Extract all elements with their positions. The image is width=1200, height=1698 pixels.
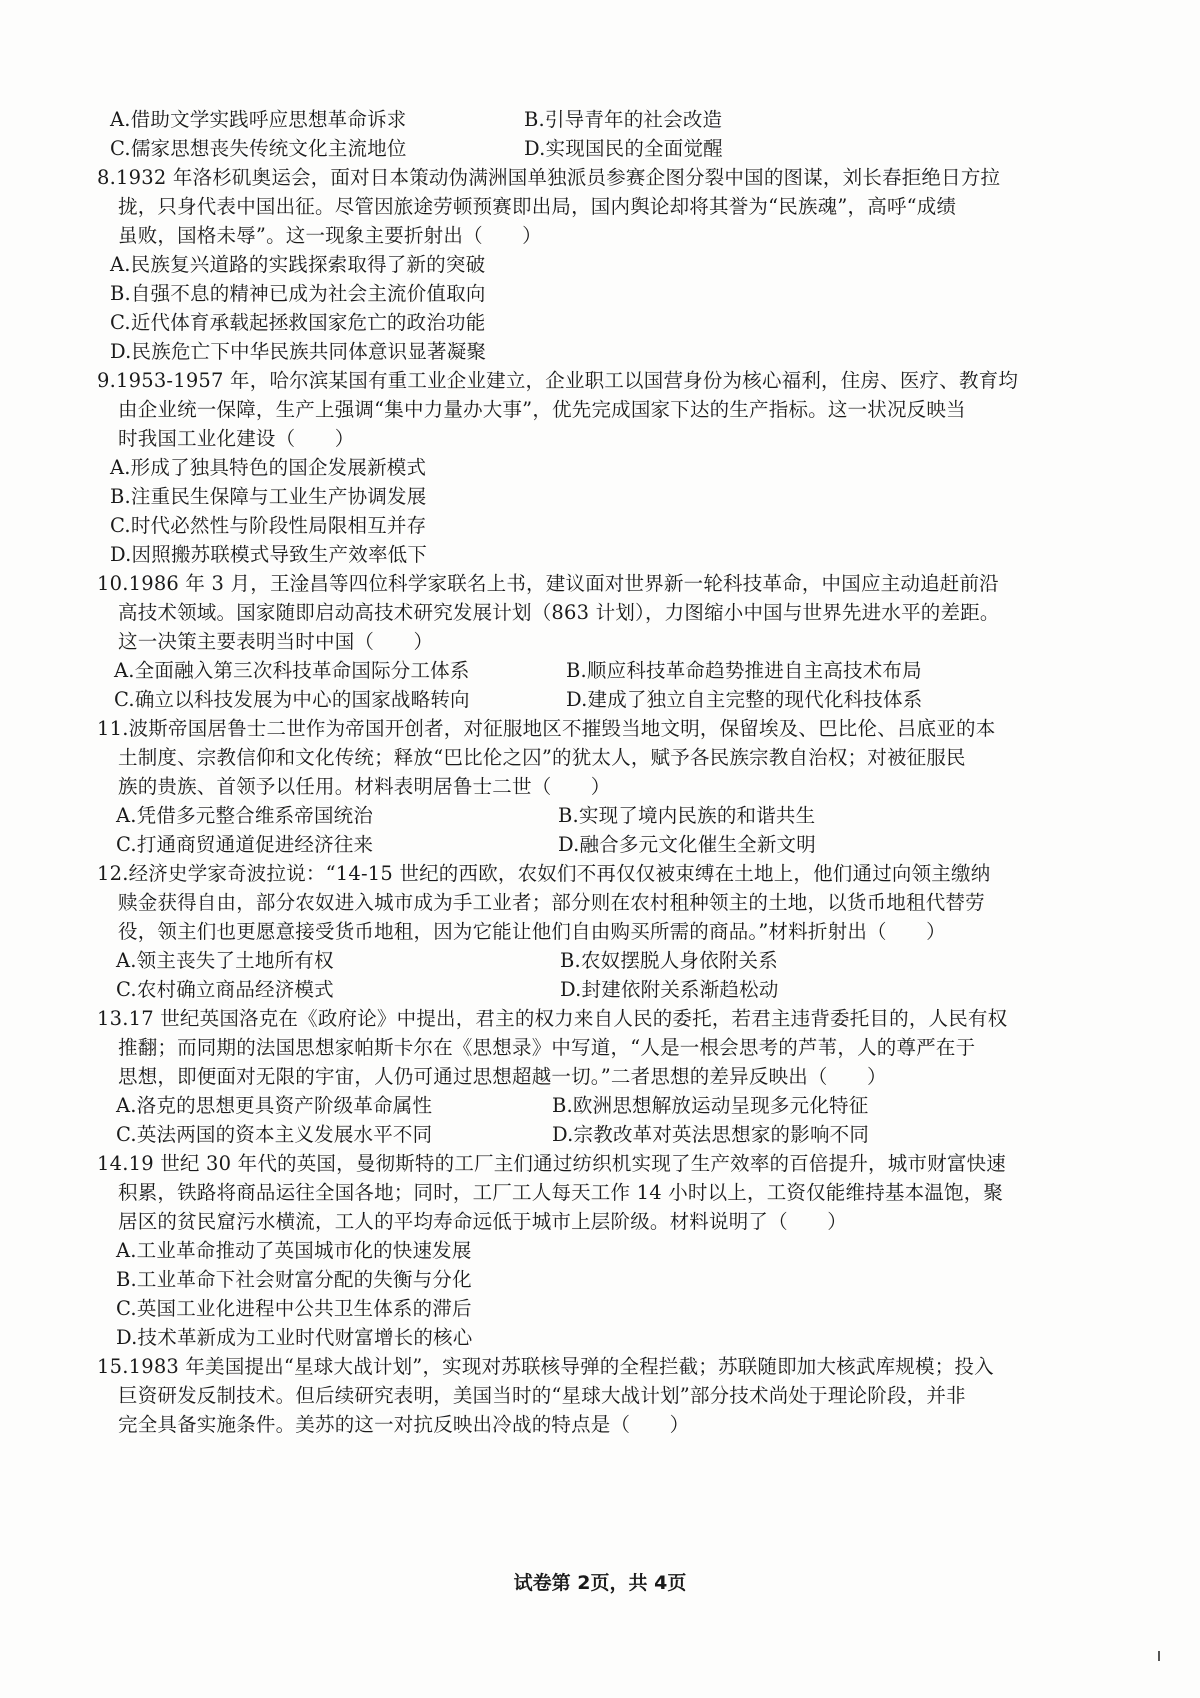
q12-options-row-1 [0,947,1200,975]
q13-option-c: C.英法两国的资本主义发展水平不同 [116,1123,433,1146]
q13-options-row-1 [0,1092,1200,1120]
q7-option-d: D.实现国民的全面觉醒 [524,137,723,160]
q9-option-c: C.时代必然性与阶段性局限相互并存 [110,514,427,537]
q12-option-a: A.领主丧失了土地所有权 [116,949,334,972]
q11-options-row-1 [0,802,1200,830]
q7-option-b: B.引导青年的社会改造 [524,108,723,131]
q8-stem-line: 虽败，国格未辱”。这一现象主要折射出（ ） [118,224,542,247]
q12-stem-line: 12.经济史学家奇波拉说：“14-15 世纪的西欧，农奴们不再仅仅被束缚在土地上，他们通过向领主缴纳 [97,862,991,885]
q11-stem-line: 族的贵族、首领予以任用。材料表明居鲁士二世（ ） [118,775,611,798]
q10-options-row-2 [0,686,1200,714]
q9-stem-line: 9.1953-1957 年，哈尔滨某国有重工业企业建立，企业职工以国营身份为核心福利，住房、医疗、教育均 [97,369,1019,392]
q15-stem-line: 巨资研发反制技术。但后续研究表明，美国当时的“星球大战计划”部分技术尚处于理论阶段，并非 [118,1384,966,1407]
q14-stem-line: 积累，铁路将商品运往全国各地；同时，工厂工人每天工作 14 小时以上，工资仅能维持基本温饱，聚 [118,1181,1004,1204]
q13-options-row-2 [0,1121,1200,1149]
q11-stem-line: 土制度、宗教信仰和文化传统；释放“巴比伦之囚”的犹太人，赋予各民族宗教自治权；对被征服民 [118,746,966,769]
q7-options-row-2 [0,135,1200,163]
q13-stem-line: 13.17 世纪英国洛克在《政府论》中提出，君主的权力来自人民的委托，若君主违背委托目的，人民有权 [97,1007,1008,1030]
q13-stem-line: 推翻；而同期的法国思想家帕斯卡尔在《思想录》中写道，“人是一根会思考的芦苇，人的尊严在于 [118,1036,976,1059]
q11-option-d: D.融合多元文化催生全新文明 [558,833,816,856]
q10-option-a: A.全面融入第三次科技革命国际分工体系 [114,659,470,682]
q7-options-row-1 [0,106,1200,134]
q11-option-a: A.凭借多元整合维系帝国统治 [116,804,374,827]
q14-option-b: B.工业革命下社会财富分配的失衡与分化 [116,1268,472,1291]
q14-option-a: A.工业革命推动了英国城市化的快速发展 [116,1239,472,1262]
q12-stem-line: 赎金获得自由，部分农奴进入城市成为手工业者；部分则在农村租种领主的土地，以货币地租代替劳 [118,891,985,914]
page-footer: 试卷第 2页，共 4页 [513,1572,687,1594]
q8-option-b: B.自强不息的精神已成为社会主流价值取向 [110,282,486,305]
q10-option-c: C.确立以科技发展为中心的国家战略转向 [114,688,470,711]
q8-stem-line: 8.1932 年洛杉矶奥运会，面对日本策动伪满洲国单独派员参赛企图分裂中国的图谋，刘长春拒绝日方拉 [97,166,1001,189]
q11-option-c: C.打通商贸通道促进经济往来 [116,833,374,856]
q14-option-c: C.英国工业化进程中公共卫生体系的滞后 [116,1297,472,1320]
q10-options-row-1 [0,657,1200,685]
q10-stem-line: 这一决策主要表明当时中国（ ） [118,630,434,653]
q9-option-b: B.注重民生保障与工业生产协调发展 [110,485,427,508]
q12-stem-line: 役，领主们也更愿意接受货币地租，因为它能让他们自由购买所需的商品。”材料折射出（ ） [118,920,946,943]
q8-option-d: D.民族危亡下中华民族共同体意识显著凝聚 [110,340,487,363]
q10-stem-line: 高技术领域。国家随即启动高技术研究发展计划（863 计划），力图缩小中国与世界先进水平的差距。 [118,601,1000,624]
q11-options-row-2 [0,831,1200,859]
q10-option-b: B.顺应科技革命趋势推进自主高技术布局 [566,659,922,682]
q9-stem-line: 由企业统一保障，生产上强调“集中力量办大事”，优先完成国家下达的生产指标。这一状况反映当 [118,398,966,421]
scan-speck [1158,1651,1160,1661]
q8-option-c: C.近代体育承载起拯救国家危亡的政治功能 [110,311,486,334]
q9-option-a: A.形成了独具特色的国企发展新模式 [110,456,427,479]
q7-option-c: C.儒家思想丧失传统文化主流地位 [110,137,407,160]
q7-option-a: A.借助文学实践呼应思想革命诉求 [110,108,407,131]
q8-stem-line: 拢，只身代表中国出征。尽管因旅途劳顿预赛即出局，国内舆论却将其誉为“民族魂”，高呼“成绩 [118,195,957,218]
q12-option-d: D.封建依附关系渐趋松动 [560,978,779,1001]
q13-option-a: A.洛克的思想更具资产阶级革命属性 [116,1094,433,1117]
q12-option-c: C.农村确立商品经济模式 [116,978,334,1001]
q13-option-b: B.欧洲思想解放运动呈现多元化特征 [552,1094,869,1117]
q10-option-d: D.建成了独立自主完整的现代化科技体系 [566,688,923,711]
q8-option-a: A.民族复兴道路的实践探索取得了新的突破 [110,253,486,276]
q12-options-row-2 [0,976,1200,1004]
q12-option-b: B.农奴摆脱人身依附关系 [560,949,778,972]
q14-stem-line: 居区的贫民窟污水横流，工人的平均寿命远低于城市上层阶级。材料说明了（ ） [118,1210,847,1233]
q9-option-d: D.因照搬苏联模式导致生产效率低下 [110,543,428,566]
q15-stem-line: 15.1983 年美国提出“星球大战计划”，实现对苏联核导弹的全程拦截；苏联随即加大核武库规模；投入 [97,1355,994,1378]
q13-stem-line: 思想，即便面对无限的宇宙，人仍可通过思想超越一切。”二者思想的差异反映出（ ） [118,1065,887,1088]
q10-stem-line: 10.1986 年 3 月，王淦昌等四位科学家联名上书，建议面对世界新一轮科技革命，中国应主动追赶前沿 [97,572,999,595]
q11-stem-line: 11.波斯帝国居鲁士二世作为帝国开创者，对征服地区不摧毁当地文明，保留埃及、巴比伦、吕底亚的本 [97,717,996,740]
q13-option-d: D.宗教改革对英法思想家的影响不同 [552,1123,870,1146]
q11-option-b: B.实现了境内民族的和谐共生 [558,804,816,827]
q14-option-d: D.技术革新成为工业时代财富增长的核心 [116,1326,473,1349]
q9-stem-line: 时我国工业化建设（ ） [118,427,355,450]
q14-stem-line: 14.19 世纪 30 年代的英国，曼彻斯特的工厂主们通过纺织机实现了生产效率的百倍提升，城市财富快速 [97,1152,1006,1175]
q15-stem-line: 完全具备实施条件。美苏的这一对抗反映出冷战的特点是（ ） [118,1413,690,1436]
